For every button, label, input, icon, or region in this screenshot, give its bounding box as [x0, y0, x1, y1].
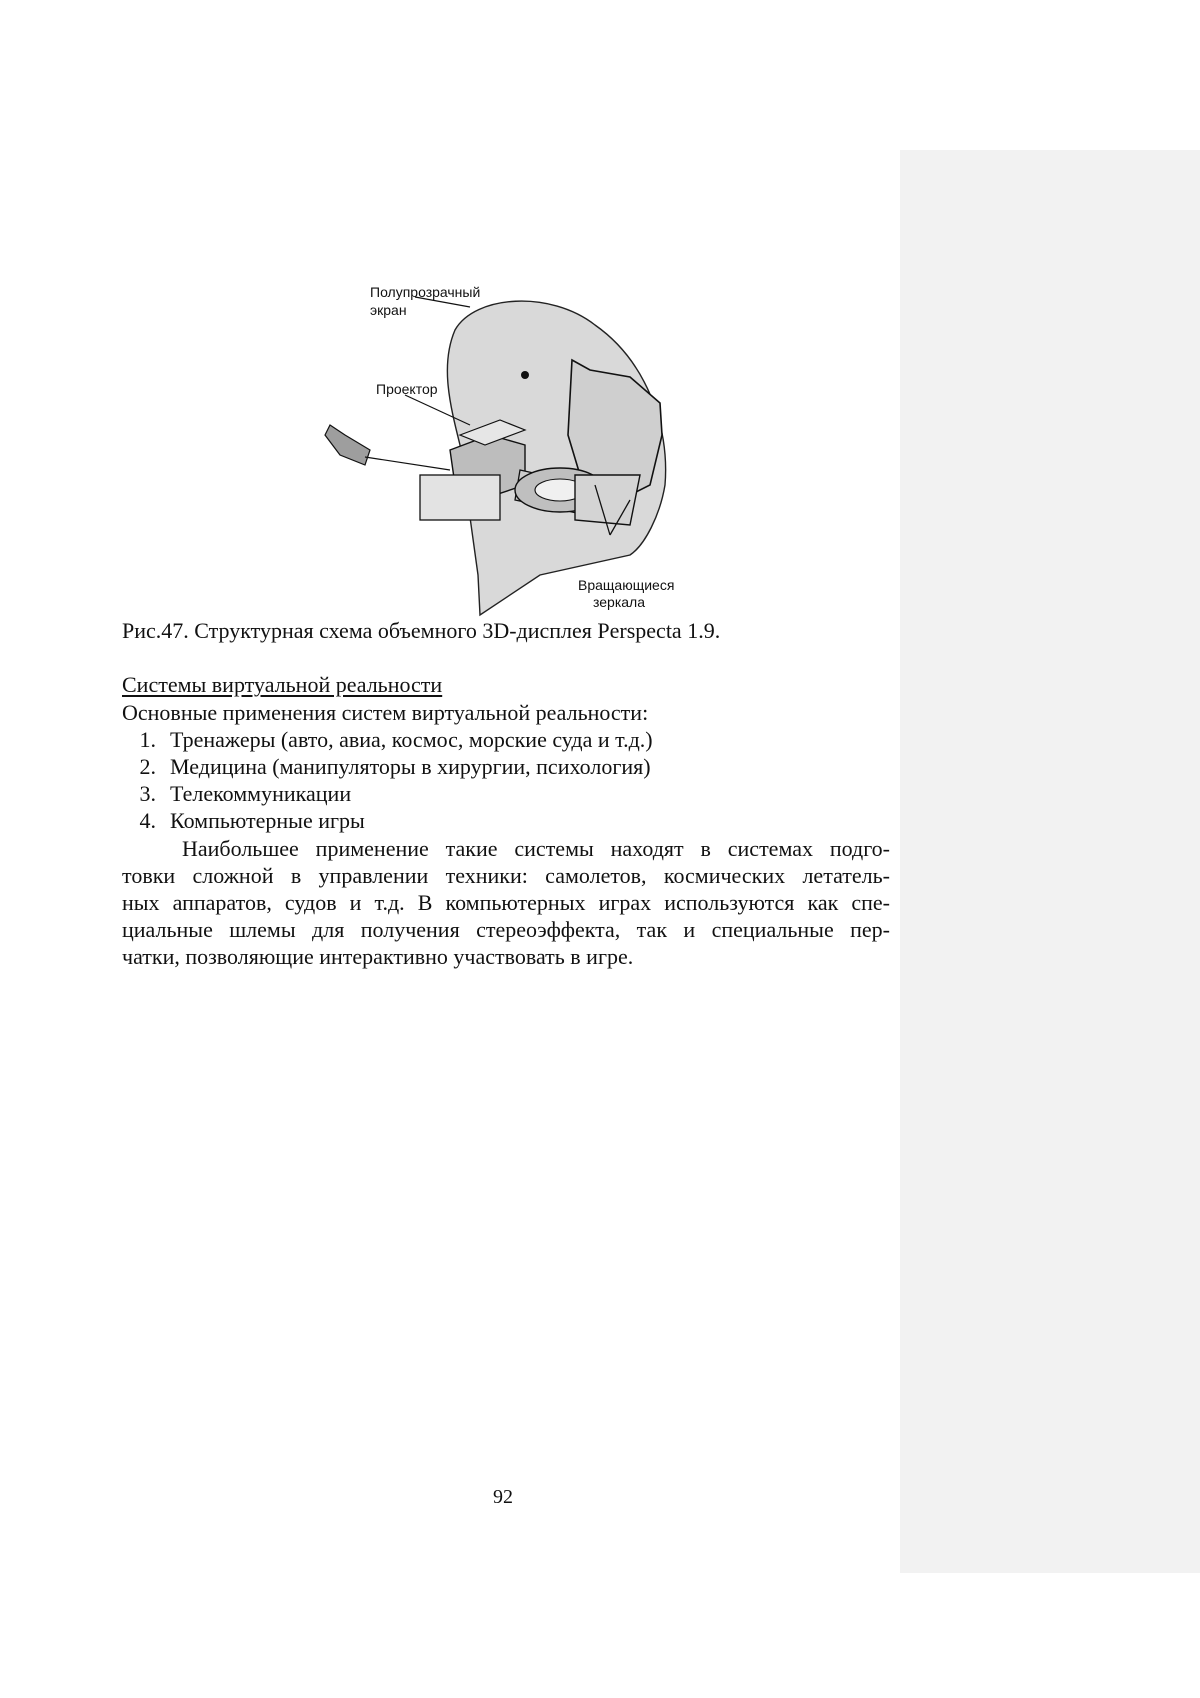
list-item — [122, 808, 653, 835]
paragraph-line: ных аппаратов, судов и т.д. В компьютерных играх используются как спе- — [122, 890, 890, 915]
label-projector: Проектор — [376, 381, 438, 397]
label-mirrors-2: зеркала — [593, 594, 646, 610]
label-mirrors-1: Вращающиеся — [578, 577, 675, 593]
list-item-number: 1. — [139, 727, 156, 752]
section-title: Системы виртуальной реальности — [122, 672, 443, 697]
paragraph-line: циальные шлемы для получения стереоэффекта, так и специальные пер- — [122, 917, 890, 942]
list-item-number: 3. — [139, 781, 156, 806]
figure-caption: Рис.47. Структурная схема объемного 3D-дисплея Perspecta 1.9. — [122, 618, 721, 643]
paragraph-line: Наибольшее применение такие системы находят в системах подго- — [182, 836, 890, 861]
applications-list — [122, 727, 653, 835]
section-intro: Основные применения систем виртуальной реальности: — [122, 700, 649, 725]
page-number: 92 — [493, 1486, 513, 1508]
list-item-text: Телекоммуникации — [170, 781, 352, 806]
base-box — [420, 475, 500, 520]
perspecta-figure — [310, 285, 730, 620]
list-item-text: Компьютерные игры — [170, 808, 365, 833]
list-item — [122, 781, 653, 808]
lens-element — [325, 425, 370, 465]
list-item-text: Медицина (манипуляторы в хирургии, психология) — [170, 754, 651, 779]
paragraph-line: чатки, позволяющие интерактивно участвовать в игре. — [122, 944, 634, 969]
list-item-text: Тренажеры (авто, авиа, космос, морские суда и т.д.) — [170, 727, 653, 752]
body-paragraph — [122, 836, 890, 971]
list-item — [122, 727, 653, 754]
list-item-number: 2. — [139, 754, 156, 779]
paragraph-line: товки сложной в управлении техники: самолетов, космических летатель- — [122, 863, 890, 888]
list-item-number: 4. — [139, 808, 156, 833]
rotating-mirrors — [575, 475, 640, 525]
label-screen-2: экран — [370, 302, 407, 318]
perspecta-diagram — [310, 285, 730, 620]
list-item — [122, 754, 653, 781]
focal-point — [521, 371, 529, 379]
label-screen-1: Полупрозрачный — [370, 285, 481, 300]
comment-pane — [900, 150, 1200, 1573]
